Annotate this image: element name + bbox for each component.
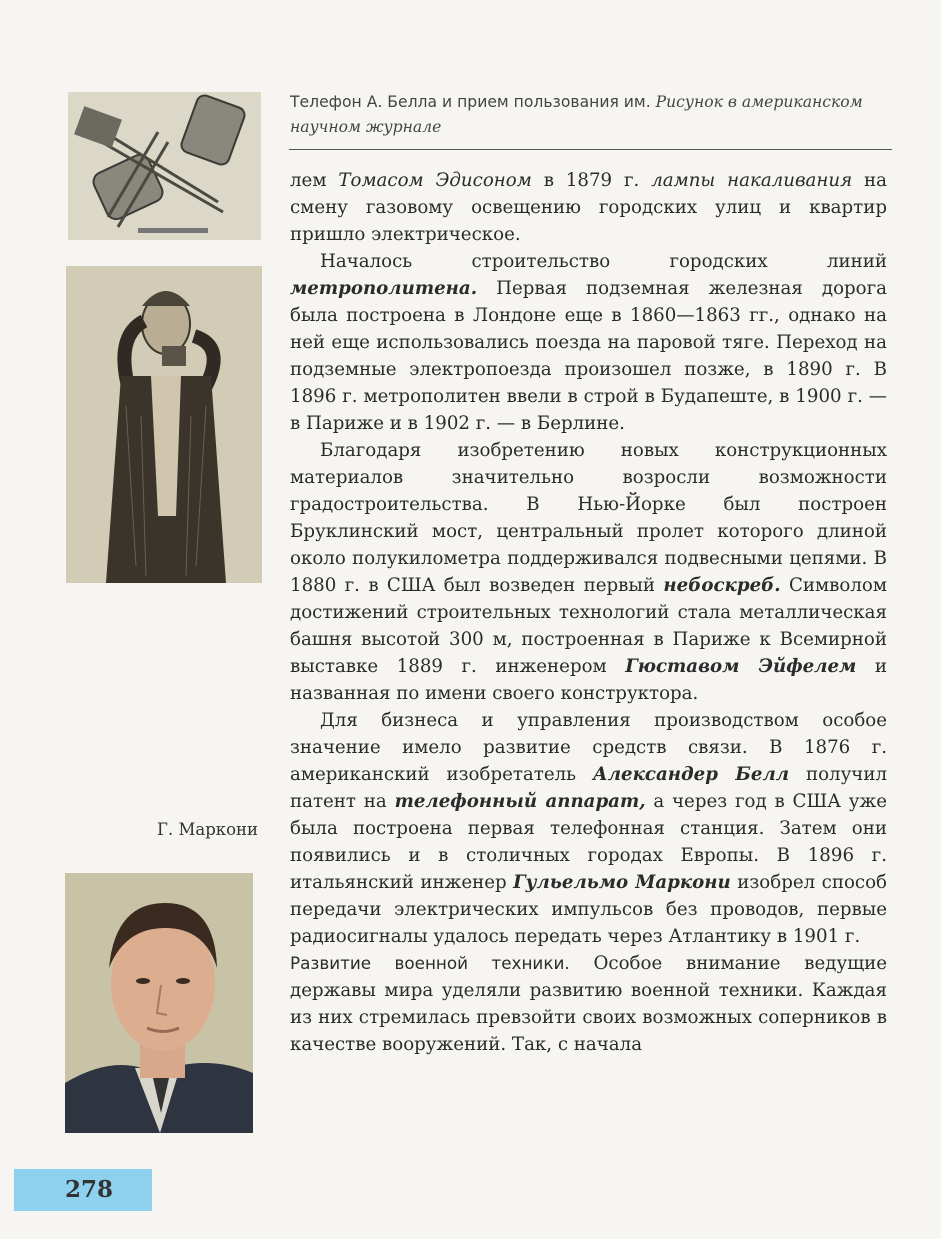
telephone-illustration — [68, 92, 261, 240]
term-lamps: лампы накаливания — [651, 170, 853, 191]
text-span: Для бизнеса и управления производством особое значение имело развитие средств связи. В 1876 г. американский изобретатель — [290, 710, 887, 785]
text-span: изобрел способ передачи электрических импульсов без проводов, первые радиосигналы удалось передать через Атлантику в 1901 г. — [290, 872, 888, 947]
term-metro: метрополитена. — [290, 278, 478, 299]
page-number-tab — [14, 1169, 152, 1211]
text-span: на смену газовому освещению городских улиц и квартир пришло электрическое. — [290, 170, 888, 245]
term-telephone: телефонный аппарат, — [394, 791, 646, 812]
text-span: и названная по имени своего конструктора. — [290, 656, 887, 704]
page-number: 278 — [64, 1176, 113, 1203]
term-edison: Томасом Эдисоном — [338, 170, 532, 191]
term-marconi: Гульельмо Маркони — [513, 872, 731, 893]
term-eiffel: Гюставом Эйфелем — [625, 656, 857, 677]
caption-divider — [289, 149, 892, 150]
marconi-portrait — [65, 873, 253, 1133]
text-span: Началось строительство городских линий — [320, 251, 887, 272]
main-text — [290, 167, 887, 1058]
paragraph-5 — [290, 950, 887, 1058]
paragraph-2 — [290, 248, 887, 437]
caption-italic-text: Рисунок в американском научном журнале — [290, 93, 863, 136]
text-span: Благодаря изобретению новых конструкционных материалов значительно возросли возможности градостроительства. В Нью-Йорке был построен Бруклинский мост, центральный пролет которого длиной около полукилометра поддерживался подвесными цепями. В 1880 г. в США был возведен первый — [290, 440, 887, 596]
paragraph-1 — [290, 167, 887, 248]
text-span: в 1879 г. — [531, 170, 652, 191]
bell-using-telephone-engraving — [66, 266, 262, 583]
text-span: получил патент на — [290, 764, 887, 812]
text-span: а через год в США уже была построена первая телефонная станция. Затем они появились и в столичных городах Европы. В 1896 г. итальянский инженер — [290, 791, 887, 893]
telephone-caption — [290, 90, 890, 140]
text-span: Особое внимание ведущие державы мира уделяли развитию военной техники. Каждая из них стремилась превзойти своих возможных соперников в качестве вооружений. Так, с начала — [290, 953, 887, 1055]
term-skyscraper: небоскреб. — [663, 575, 781, 596]
section-heading: Развитие военной техники. — [290, 953, 570, 973]
text-span: Первая подземная железная дорога была построена в Лондоне еще в 1860—1863 гг., однако на ней еще использовались поезда на паровой тяге. Переход на подземные электропоезда произошел позже, в 1890 г. В 1896 г. метрополитен ввели в строй в Будапеште, в 1900 г. — в Париже и в 1902 г. — в Берлине. — [290, 278, 887, 434]
text-span: Символом достижений строительных технологий стала металлическая башня высотой 300 м, построенная в Париже к Всемирной выставке 1889 г. инженером — [290, 575, 887, 677]
marconi-caption: Г. Маркони — [157, 820, 258, 839]
paragraph-4 — [290, 707, 887, 950]
paragraph-3 — [290, 437, 887, 707]
caption-text: Телефон А. Белла и прием пользования им. — [290, 93, 651, 111]
term-bell: Александер Белл — [592, 764, 790, 785]
text-span: лем — [290, 170, 339, 191]
